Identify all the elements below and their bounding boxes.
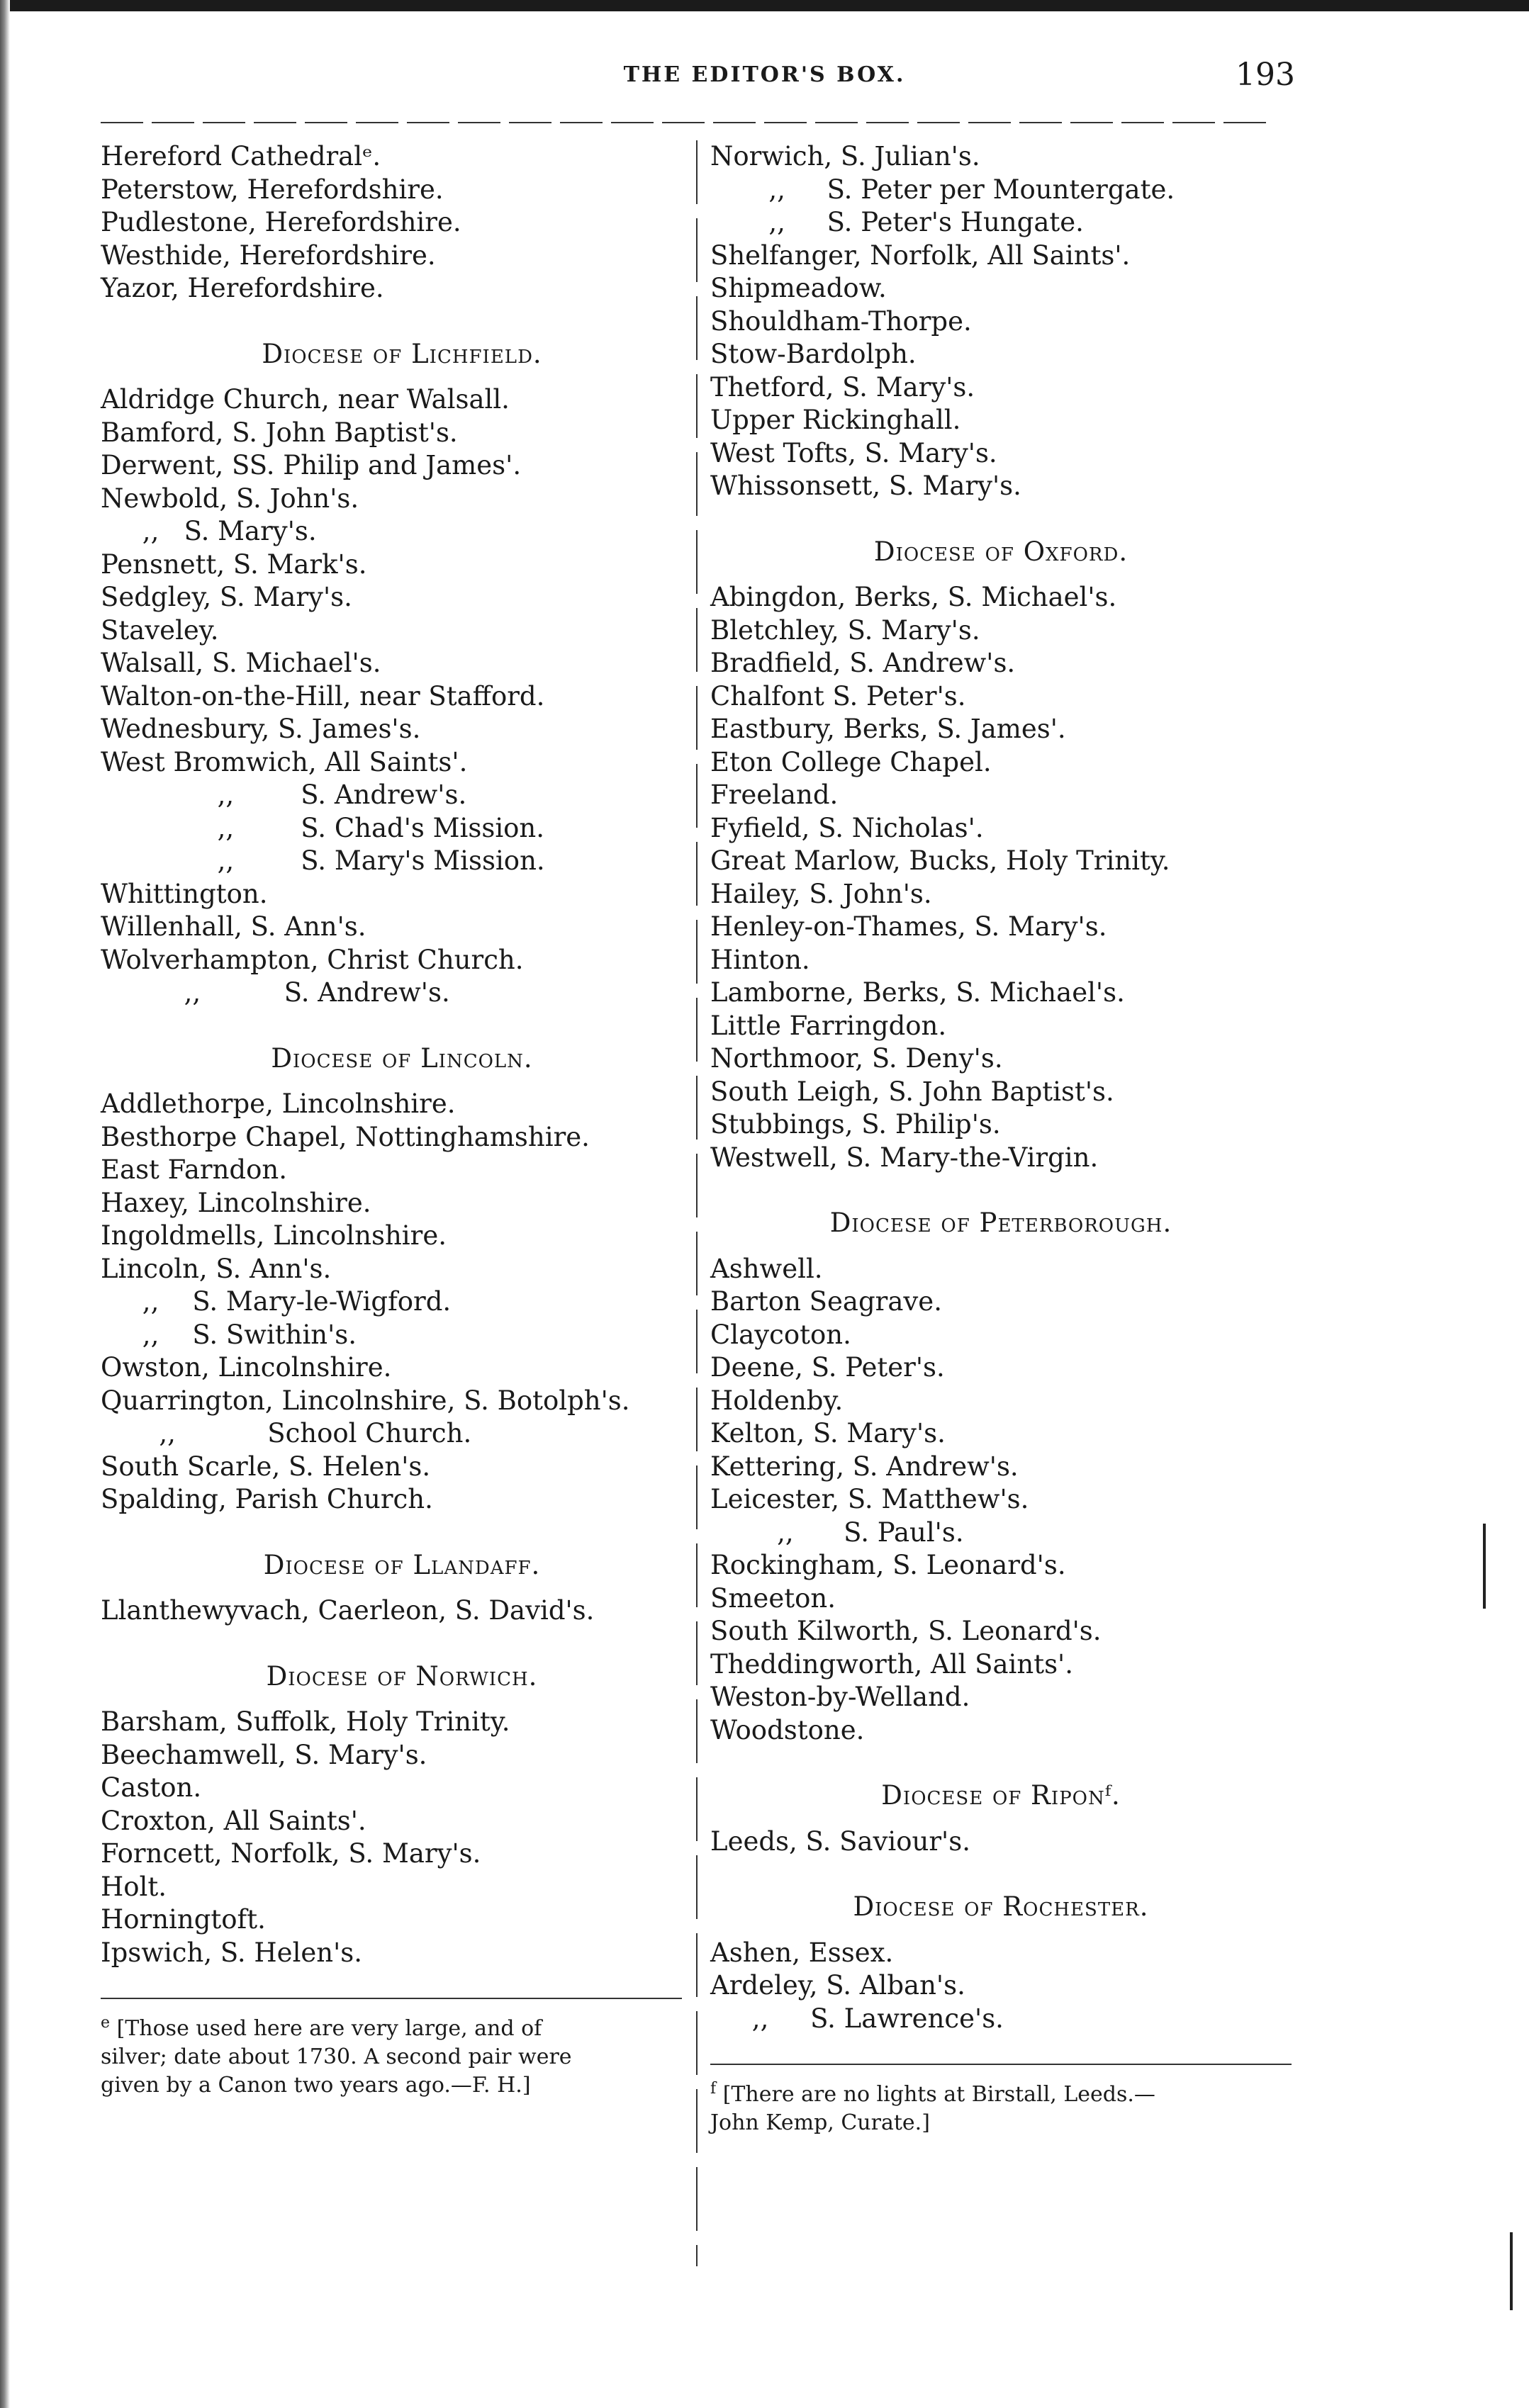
church-entry: Ashwell. <box>710 1253 823 1284</box>
church-entry: Stow-Bardolph. <box>710 339 917 369</box>
church-entry: ,, S. Swithin's. <box>101 1319 357 1350</box>
church-entry: ,, S. Andrew's. <box>101 780 467 810</box>
church-entry: Ipswich, S. Helen's. <box>101 1937 363 1968</box>
footnote-line: [There are no lights at Birstall, Leeds.— <box>722 2082 1155 2107</box>
church-entry: Owston, Lincolnshire. <box>101 1352 392 1383</box>
diocese-heading: Diocese of Lincoln. <box>271 1042 533 1074</box>
church-entry: Shipmeadow. <box>710 273 887 303</box>
church-entry: Claycoton. <box>710 1319 851 1350</box>
church-entry: Westwell, S. Mary-the-Virgin. <box>710 1142 1099 1173</box>
church-entry: Llanthewyvach, Caerleon, S. David's. <box>101 1595 595 1626</box>
church-entry: Lincoln, S. Ann's. <box>101 1253 332 1284</box>
church-entry: Henley-on-Thames, S. Mary's. <box>710 911 1107 942</box>
margin-pencil-mark <box>1510 2232 1513 2310</box>
footnote-line: [Those used here are very large, and of <box>116 2016 542 2041</box>
church-entry: Staveley. <box>101 614 219 646</box>
footnote <box>710 2064 1292 2137</box>
church-entry: Walton-on-the-Hill, near Stafford. <box>101 680 545 711</box>
church-entry: Newbold, S. John's. <box>101 483 359 514</box>
church-entry: Freeland. <box>710 780 839 810</box>
church-entry: Shelfanger, Norfolk, All Saints'. <box>710 240 1131 271</box>
church-entry: ,, S. Mary's Mission. <box>101 845 545 876</box>
church-entry: ,, S. Lawrence's. <box>710 2003 1004 2034</box>
church-entry: Wednesbury, S. James's. <box>101 714 421 744</box>
church-entry: Horningtoft. <box>101 1904 266 1935</box>
diocese-heading: Diocese of Norwich. <box>266 1660 538 1692</box>
church-entry: Beechamwell, S. Mary's. <box>101 1739 427 1770</box>
church-entry: Lamborne, Berks, S. Michael's. <box>710 977 1125 1008</box>
diocese-heading: Diocese of Rochester. <box>853 1891 1149 1922</box>
church-entry: Hinton. <box>710 944 810 975</box>
footnote-line: silver; date about 1730. A second pair were <box>101 2044 572 2069</box>
church-entry: Sedgley, S. Mary's. <box>101 582 352 612</box>
church-entry: Bamford, S. John Baptist's. <box>101 417 458 448</box>
church-entry: ,, School Church. <box>101 1418 472 1448</box>
diocese-heading: Diocese of Riponᶠ. <box>881 1780 1121 1811</box>
church-entry: Spalding, Parish Church. <box>101 1484 433 1514</box>
church-entry: Peterstow, Herefordshire. <box>101 174 444 205</box>
diocese-heading: Diocese of Oxford. <box>873 536 1128 567</box>
church-entry: Walsall, S. Michael's. <box>101 648 381 678</box>
header-rule <box>101 122 1270 123</box>
church-entry: East Farndon. <box>101 1154 287 1185</box>
church-entry: West Bromwich, All Saints'. <box>101 746 468 777</box>
church-entry: Whissonsett, S. Mary's. <box>710 471 1021 501</box>
church-entry: Leicester, S. Matthew's. <box>710 1484 1029 1514</box>
church-entry: Pensnett, S. Mark's. <box>101 548 367 580</box>
church-entry: Deene, S. Peter's. <box>710 1352 945 1383</box>
church-entry: Leeds, S. Saviour's. <box>710 1825 970 1857</box>
church-entry: ,, S. Paul's. <box>710 1517 964 1548</box>
church-entry: Ashen, Essex. <box>710 1937 894 1968</box>
church-entry: Caston. <box>101 1772 202 1803</box>
church-entry: Ingoldmells, Lincolnshire. <box>101 1220 447 1251</box>
church-entry: West Tofts, S. Mary's. <box>710 437 997 468</box>
church-entry: Eton College Chapel. <box>710 746 992 777</box>
church-entry: Ardeley, S. Alban's. <box>710 1970 965 2001</box>
church-entry: Besthorpe Chapel, Nottinghamshire. <box>101 1121 590 1152</box>
church-entry: Theddingworth, All Saints'. <box>710 1648 1073 1680</box>
church-entry: ,, S. Peter per Mountergate. <box>710 174 1175 205</box>
church-entry: Bletchley, S. Mary's. <box>710 614 980 646</box>
footnote-first-line <box>710 2075 1292 2109</box>
church-entry: Willenhall, S. Ann's. <box>101 911 366 942</box>
church-entry: Stubbings, S. Philip's. <box>710 1109 1001 1140</box>
church-entry: Westhide, Herefordshire. <box>101 240 436 271</box>
church-entry: Rockingham, S. Leonard's. <box>710 1550 1066 1580</box>
diocese-heading: Diocese of Lichfield. <box>262 338 542 369</box>
church-entry: Croxton, All Saints'. <box>101 1805 366 1836</box>
church-entry: Holt. <box>101 1871 167 1902</box>
church-entry: Whittington. <box>101 878 268 909</box>
diocese-heading: Diocese of Llandaff. <box>263 1549 541 1580</box>
church-entry: Barton Seagrave. <box>710 1286 942 1317</box>
church-entry: ,, S. Chad's Mission. <box>101 812 545 843</box>
church-entry: Pudlestone, Herefordshire. <box>101 207 461 237</box>
church-entry: Quarrington, Lincolnshire, S. Botolph's. <box>101 1385 630 1416</box>
church-entry: Kettering, S. Andrew's. <box>710 1451 1019 1482</box>
church-entry: Woodstone. <box>710 1714 865 1745</box>
right-column <box>710 140 1292 2137</box>
margin-pencil-mark <box>1483 1524 1486 1609</box>
church-entry: Fyfield, S. Nicholas'. <box>710 812 984 843</box>
church-entry: Little Farringdon. <box>710 1010 947 1041</box>
left-column <box>101 140 703 2100</box>
church-entry: Shouldham-Thorpe. <box>710 305 972 337</box>
footnote-line: John Kemp, Curate.] <box>710 2110 930 2135</box>
church-entry: Norwich, S. Julian's. <box>710 141 980 171</box>
church-entry: Forncett, Norfolk, S. Mary's. <box>101 1838 481 1869</box>
footnote-mark: f <box>710 2080 717 2098</box>
church-entry: Holdenby. <box>710 1385 844 1416</box>
scan-left-edge <box>0 0 10 2408</box>
church-entry: Wolverhampton, Christ Church. <box>101 944 524 975</box>
church-entry: ,, S. Peter's Hungate. <box>710 207 1084 237</box>
church-entry: ,, S. Andrew's. <box>101 977 450 1008</box>
church-entry: South Kilworth, S. Leonard's. <box>710 1616 1102 1646</box>
running-head: THE EDITOR'S BOX. <box>623 62 906 87</box>
page-number: 193 <box>1236 57 1295 93</box>
church-entry: ,, S. Mary's. <box>101 516 317 546</box>
church-entry: Barsham, Suffolk, Holy Trinity. <box>101 1706 510 1737</box>
church-entry: Great Marlow, Bucks, Holy Trinity. <box>710 845 1170 876</box>
church-entry: Abingdon, Berks, S. Michael's. <box>710 582 1117 612</box>
church-entry: Kelton, S. Mary's. <box>710 1418 946 1448</box>
church-entry: Aldridge Church, near Walsall. <box>101 384 510 415</box>
church-entry: South Leigh, S. John Baptist's. <box>710 1076 1114 1107</box>
footnote-mark: e <box>101 2014 111 2032</box>
church-entry: Weston-by-Welland. <box>710 1682 970 1712</box>
footnote-line: given by a Canon two years ago.—F. H.] <box>101 2073 531 2098</box>
church-entry: South Scarle, S. Helen's. <box>101 1451 431 1482</box>
church-entry: Thetford, S. Mary's. <box>710 371 975 403</box>
church-entry: Hereford Cathedralᵉ. <box>101 141 381 171</box>
footnote-first-line <box>101 2009 682 2043</box>
church-entry: Upper Rickinghall. <box>710 405 961 435</box>
church-entry: Bradfield, S. Andrew's. <box>710 648 1016 678</box>
church-entry: ,, S. Mary-le-Wigford. <box>101 1286 452 1317</box>
diocese-heading: Diocese of Peterborough. <box>829 1208 1172 1238</box>
church-entry: Yazor, Herefordshire. <box>101 273 384 303</box>
scan-top-edge <box>0 0 1529 11</box>
church-entry: Addlethorpe, Lincolnshire. <box>101 1088 456 1119</box>
church-entry: Haxey, Lincolnshire. <box>101 1187 371 1218</box>
church-entry: Northmoor, S. Deny's. <box>710 1043 1003 1074</box>
footnote <box>101 1998 682 2100</box>
church-entry: Derwent, SS. Philip and James'. <box>101 450 522 480</box>
church-entry: Eastbury, Berks, S. James'. <box>710 714 1066 744</box>
church-entry: Chalfont S. Peter's. <box>710 680 966 711</box>
church-entry: Smeeton. <box>710 1582 836 1614</box>
church-entry: Hailey, S. John's. <box>710 878 932 909</box>
